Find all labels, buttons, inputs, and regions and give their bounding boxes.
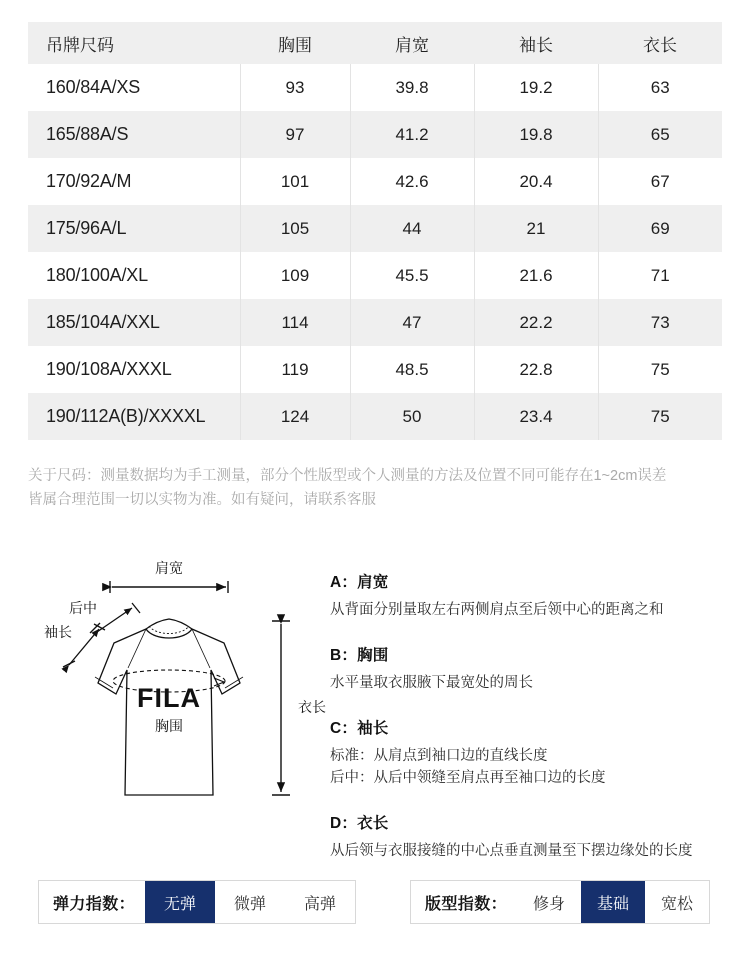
cell-sleeve: 19.2 — [474, 64, 598, 111]
column-header-bust: 胸围 — [240, 22, 350, 64]
fit-option-slim[interactable]: 修身 — [533, 895, 566, 913]
column-header-sleeve: 袖长 — [474, 22, 598, 64]
cell-sleeve: 21 — [474, 205, 598, 252]
cell-length: 65 — [598, 111, 722, 158]
description-text-b-1: 水平量取衣服腋下最宽处的周长 — [330, 675, 533, 691]
tshirt-measurement-diagram — [28, 555, 328, 835]
column-header-size: 吊牌尺码 — [28, 22, 240, 64]
garment-length-dimension — [272, 621, 290, 795]
cell-size: 185/104A/XXL — [46, 312, 160, 332]
brand-wordmark: FILA — [137, 683, 201, 713]
diagram-label-sleeve: 袖长 — [44, 624, 72, 640]
elasticity-option-slight-stretch[interactable]: 微弹 — [234, 895, 267, 913]
cell-shoulder: 50 — [350, 393, 474, 440]
size-disclaimer — [28, 464, 722, 512]
disclaimer-line-2: 皆属合理范围一切以实物为准。如有疑问，请联系客服 — [28, 492, 376, 508]
tshirt-diagram-svg — [28, 555, 328, 835]
table-row — [28, 111, 722, 158]
diagram-label-bust: 胸围 — [155, 718, 183, 734]
cell-size: 170/92A/M — [46, 171, 132, 191]
elasticity-option-high-stretch[interactable]: 高弹 — [304, 895, 337, 913]
measurement-descriptions — [330, 570, 740, 862]
cell-shoulder: 42.6 — [350, 158, 474, 205]
table-row — [28, 393, 722, 440]
cell-bust: 119 — [240, 346, 350, 393]
cell-length: 69 — [598, 205, 722, 252]
cell-sleeve: 22.2 — [474, 299, 598, 346]
description-heading-a: A：肩宽 — [330, 574, 389, 591]
cell-bust: 93 — [240, 64, 350, 111]
cell-shoulder: 47 — [350, 299, 474, 346]
table-row — [28, 252, 722, 299]
cell-size: 165/88A/S — [46, 124, 129, 144]
description-text-d-1: 从后领与衣服接缝的中心点垂直测量至下摆边缘处的长度 — [330, 843, 693, 859]
back-center-dimension — [90, 603, 140, 633]
cell-size: 180/100A/XL — [46, 265, 148, 285]
diagram-label-back-center: 后中 — [69, 600, 97, 616]
cell-bust: 105 — [240, 205, 350, 252]
size-chart-table — [28, 22, 722, 440]
cell-size: 175/96A/L — [46, 218, 127, 238]
cell-length: 67 — [598, 158, 722, 205]
cell-shoulder: 44 — [350, 205, 474, 252]
diagram-label-shoulder: 肩宽 — [155, 560, 183, 576]
description-block-c — [330, 716, 740, 789]
column-header-shoulder: 肩宽 — [350, 22, 474, 64]
cell-sleeve: 20.4 — [474, 158, 598, 205]
cell-shoulder: 39.8 — [350, 64, 474, 111]
cell-length: 63 — [598, 64, 722, 111]
cell-length: 75 — [598, 346, 722, 393]
size-chart-table-container — [28, 22, 722, 440]
cell-shoulder: 41.2 — [350, 111, 474, 158]
shoulder-width-dimension — [110, 581, 228, 593]
elasticity-index-label: 弹力指数： — [53, 895, 136, 913]
cell-size: 190/108A/XXXL — [46, 359, 172, 379]
elasticity-option-no-stretch[interactable]: 无弹 — [145, 881, 215, 923]
cell-bust: 97 — [240, 111, 350, 158]
cell-size: 160/84A/XS — [46, 77, 141, 97]
cell-size: 190/112A(B)/XXXXL — [46, 406, 206, 426]
cell-sleeve: 23.4 — [474, 393, 598, 440]
cell-bust: 101 — [240, 158, 350, 205]
cell-length: 71 — [598, 252, 722, 299]
cell-length: 75 — [598, 393, 722, 440]
disclaimer-line-1: 关于尺码：测量数据均为手工测量，部分个性版型或个人测量的方法及位置不同可能存在1~2cm误差 — [28, 468, 667, 484]
description-heading-c: C：袖长 — [330, 720, 389, 737]
table-row — [28, 158, 722, 205]
column-header-length: 衣长 — [598, 22, 722, 64]
description-heading-b: B：胸围 — [330, 647, 389, 664]
description-text-a-1: 从背面分别量取左右两侧肩点至后领中心的距离之和 — [330, 602, 664, 618]
elasticity-index-box — [38, 880, 356, 924]
table-row — [28, 346, 722, 393]
cell-bust: 124 — [240, 393, 350, 440]
table-header-row — [28, 22, 722, 64]
table-row — [28, 205, 722, 252]
description-text-c-2: 后中：从后中领缝至肩点再至袖口边的长度 — [330, 770, 606, 786]
description-block-d — [330, 811, 740, 862]
cell-length: 73 — [598, 299, 722, 346]
cell-shoulder: 45.5 — [350, 252, 474, 299]
cell-shoulder: 48.5 — [350, 346, 474, 393]
diagram-label-length: 衣长 — [298, 699, 326, 715]
fit-option-loose[interactable]: 宽松 — [661, 895, 694, 913]
index-bars-row — [0, 880, 750, 940]
table-body — [28, 64, 722, 440]
description-text-c-1: 标准：从肩点到袖口边的直线长度 — [330, 748, 548, 764]
fit-index-label: 版型指数： — [425, 895, 508, 913]
cell-bust: 109 — [240, 252, 350, 299]
description-block-b — [330, 643, 740, 694]
cell-sleeve: 21.6 — [474, 252, 598, 299]
description-heading-d: D：衣长 — [330, 815, 389, 832]
measurement-guide-section — [0, 545, 750, 859]
fit-option-regular[interactable]: 基础 — [581, 881, 645, 923]
table-row — [28, 299, 722, 346]
fit-index-box — [410, 880, 710, 924]
description-block-a — [330, 570, 740, 621]
table-row — [28, 64, 722, 111]
cell-sleeve: 19.8 — [474, 111, 598, 158]
cell-sleeve: 22.8 — [474, 346, 598, 393]
table-header — [28, 22, 722, 64]
cell-bust: 114 — [240, 299, 350, 346]
